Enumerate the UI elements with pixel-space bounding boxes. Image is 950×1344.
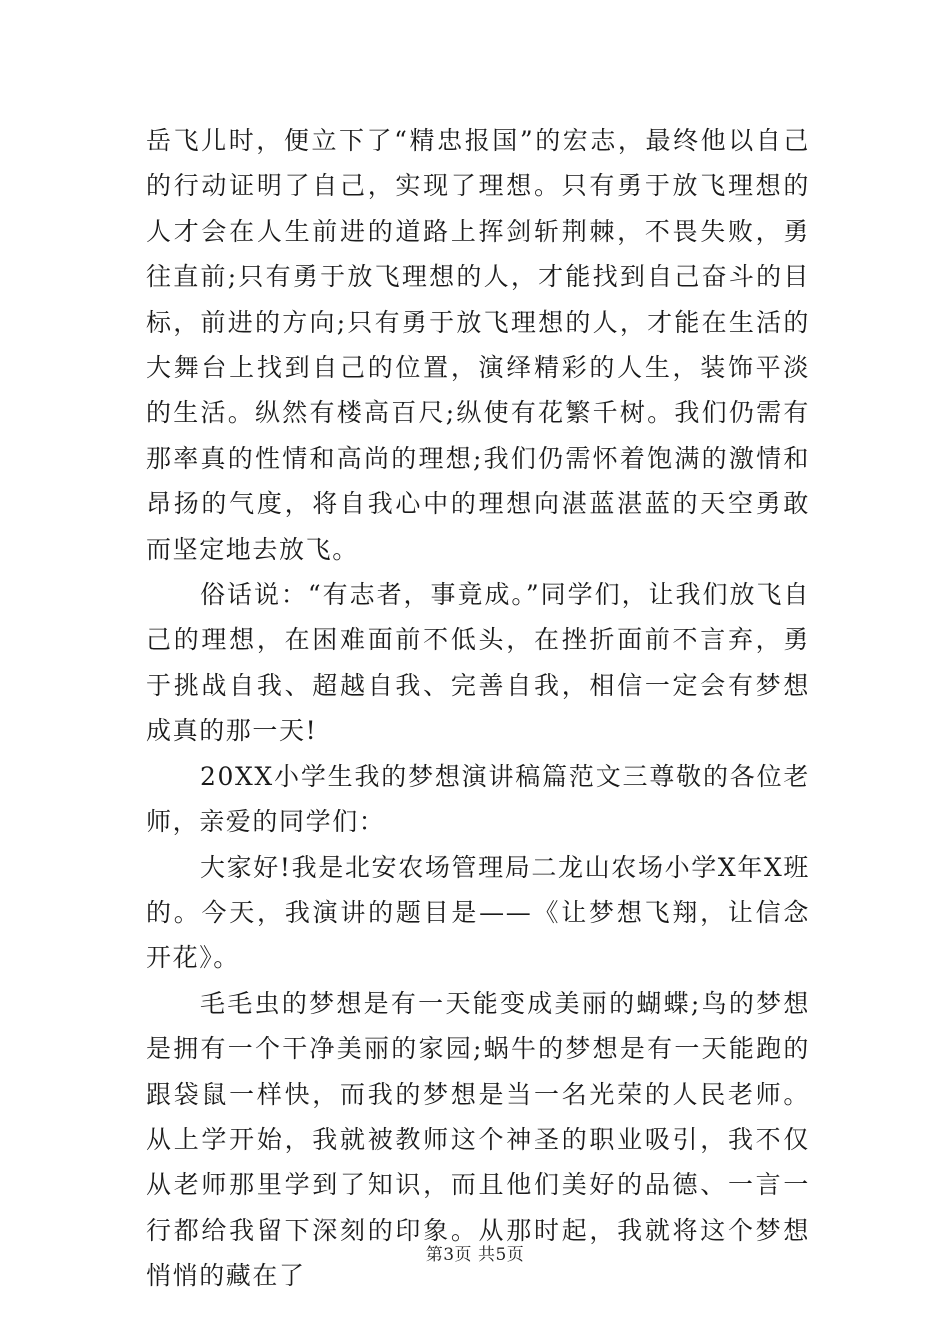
paragraph-2: 俗话说：“有志者，事竟成。”同学们，让我们放飞自己的理想，在困难面前不低头，在挫折面前不言弃，勇于挑战自我、超越自我、完善自我，相信一定会有梦想成真的那一天! bbox=[146, 580, 810, 746]
paragraph-1: 岳飞儿时，便立下了“精忠报国”的宏志，最终他以自己的行动证明了自己，实现了理想。只有勇于放飞理想的人才会在人生前进的道路上挥剑斩荆棘，不畏失败，勇往直前;只有勇于放飞理想的人，才能找到自己奋斗的目标，前进的方向;只有勇于放飞理想的人，才能在生活的大舞台上找到自己的位置，演绎精彩的人生，装饰平淡的生活。纵然有楼高百尺;纵使有花繁千树。我们仍需有那率真的性情和高尚的理想;我们仍需怀着饱满的激情和昂扬的气度，将自我心中的理想向湛蓝湛蓝的天空勇敢而坚定地去放飞。 bbox=[146, 126, 810, 564]
page-number-footer: 第3页 共5页 bbox=[425, 1245, 525, 1265]
document-body bbox=[146, 118, 810, 1299]
paragraph-5: 毛毛虫的梦想是有一天能变成美丽的蝴蝶;鸟的梦想是拥有一个干净美丽的家园;蜗牛的梦想是有一天能跑的跟袋鼠一样快，而我的梦想是当一名光荣的人民老师。从上学开始，我就被教师这个神圣的职业吸引，我不仅从老师那里学到了知识，而且他们美好的品德、一言一行都给我留下深刻的印象。从那时起，我就将这个梦想悄悄的藏在了 bbox=[146, 988, 810, 1291]
paragraph-3: 20XX小学生我的梦想演讲稿篇范文三尊敬的各位老师，亲爱的同学们： bbox=[146, 761, 810, 837]
paragraph-4: 大家好!我是北安农场管理局二龙山农场小学X年X班的。今天，我演讲的题目是——《让梦想飞翔，让信念开花》。 bbox=[146, 852, 810, 973]
